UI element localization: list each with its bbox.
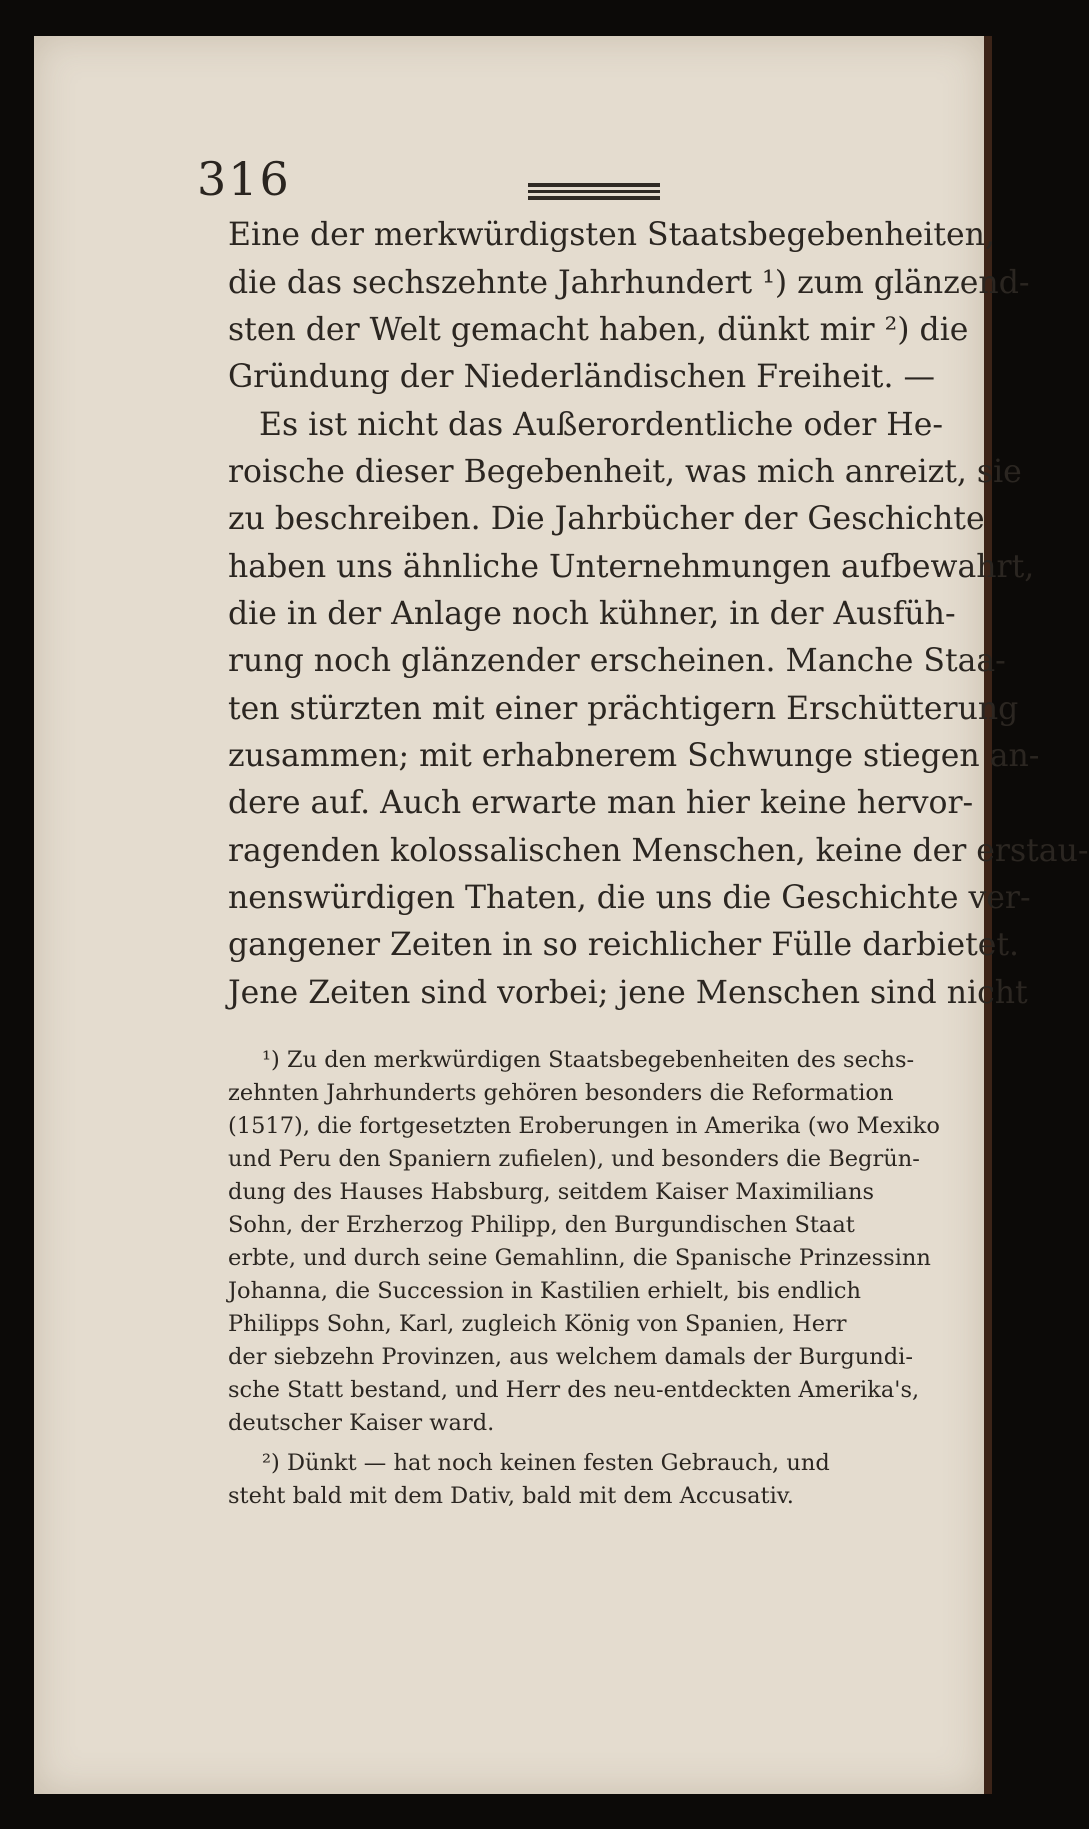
text-line: Eine der merkwürdigsten Staatsbegebenheiten, xyxy=(228,217,995,253)
text-line: zu beschreiben. Die Jahrbücher der Geschichte xyxy=(228,501,985,537)
footnote-line: und Peru den Spaniern zufielen), und besonders die Begrün- xyxy=(228,1146,920,1172)
text-line: Es ist nicht das Außerordentliche oder He- xyxy=(259,407,944,443)
text-line: sten der Welt gemacht haben, dünkt mir ²) die xyxy=(228,312,969,348)
footnote-line: erbte, und durch seine Gemahlinn, die Spanische Prinzessinn xyxy=(228,1245,931,1271)
text-line: die das sechszehnte Jahrhundert ¹) zum glänzend- xyxy=(228,265,1030,301)
text-line: rung noch glänzender erscheinen. Manche Staa- xyxy=(228,643,1006,679)
text-line: haben uns ähnliche Unternehmungen aufbewahrt, xyxy=(228,549,1035,585)
footnote-line: Sohn, der Erzherzog Philipp, den Burgundischen Staat xyxy=(228,1212,855,1238)
footnote-line: dung des Hauses Habsburg, seitdem Kaiser Maximilians xyxy=(228,1179,874,1205)
footnote-line: Philipps Sohn, Karl, zugleich König von Spanien, Herr xyxy=(228,1311,847,1337)
book-page xyxy=(34,36,1089,1794)
text-line: gangener Zeiten in so reichlicher Fülle darbietet. xyxy=(228,927,1020,963)
page-number: 316 xyxy=(197,152,291,206)
footnote-line: Johanna, die Succession in Kastilien erhielt, bis endlich xyxy=(228,1278,861,1304)
main-text xyxy=(34,36,1089,1794)
text-line: zusammen; mit erhabnerem Schwunge stiegen an- xyxy=(228,738,1040,774)
text-line: Jene Zeiten sind vorbei; jene Menschen sind nicht xyxy=(228,975,1028,1011)
text-line: Gründung der Niederländischen Freiheit. — xyxy=(228,359,935,395)
footnote-line: steht bald mit dem Dativ, bald mit dem Accusativ. xyxy=(228,1483,794,1509)
text-line: ten stürzten mit einer prächtigern Erschütterung xyxy=(228,691,1019,727)
footnote-line: sche Statt bestand, und Herr des neu-entdeckten Amerika's, xyxy=(228,1377,920,1403)
text-line: ragenden kolossalischen Menschen, keine der erstau- xyxy=(228,833,1089,869)
footnote-line: ¹) Zu den merkwürdigen Staatsbegebenheiten des sechs- xyxy=(262,1047,915,1073)
footnote-line: zehnten Jahrhunderts gehören besonders die Reformation xyxy=(228,1080,894,1106)
text-line: dere auf. Auch erwarte man hier keine hervor- xyxy=(228,785,974,821)
footnote-line: (1517), die fortgesetzten Eroberungen in Amerika (wo Mexiko xyxy=(228,1113,940,1139)
footnote-line: deutscher Kaiser ward. xyxy=(228,1410,495,1436)
text-line: nenswürdigen Thaten, die uns die Geschichte ver- xyxy=(228,880,1031,916)
footnote-line: ²) Dünkt — hat noch keinen festen Gebrauch, und xyxy=(262,1450,830,1476)
footnote-line: der siebzehn Provinzen, aus welchem damals der Burgundi- xyxy=(228,1344,913,1370)
text-line: roische dieser Begebenheit, was mich anreizt, sie xyxy=(228,454,1022,490)
text-line: die in der Anlage noch kühner, in der Ausfüh- xyxy=(228,596,956,632)
